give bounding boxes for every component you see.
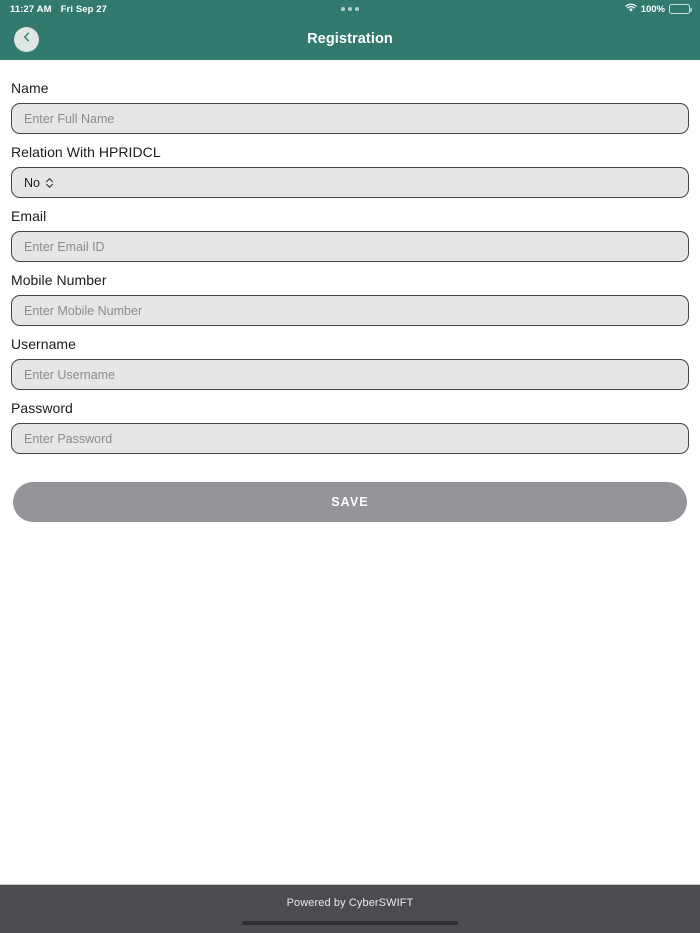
label-username: Username xyxy=(11,336,76,352)
label-relation-with-hpridcl: Relation With HPRIDCL xyxy=(11,144,161,160)
footer xyxy=(0,884,700,933)
dot-3 xyxy=(355,7,359,11)
home-indicator[interactable] xyxy=(242,921,458,925)
chevron-left-icon xyxy=(21,30,33,48)
save-button[interactable]: SAVE xyxy=(13,482,687,522)
label-mobile-number: Mobile Number xyxy=(11,272,107,288)
back-button[interactable] xyxy=(14,27,39,52)
dot-1 xyxy=(341,7,345,11)
status-date: Fri Sep 27 xyxy=(60,3,108,15)
battery-icon xyxy=(669,4,690,14)
label-name: Name xyxy=(11,80,49,96)
field-group-name xyxy=(11,80,689,134)
field-group-password xyxy=(11,400,689,454)
field-group-mobile-number xyxy=(11,272,689,326)
dot-2 xyxy=(348,7,352,11)
status-bar-right xyxy=(625,3,690,16)
mobile-number-input[interactable] xyxy=(11,295,689,326)
field-group-email xyxy=(11,208,689,262)
page-title: Registration xyxy=(307,31,393,47)
chevron-up-down-icon xyxy=(45,177,54,189)
registration-form xyxy=(0,60,700,454)
email-input[interactable] xyxy=(11,231,689,262)
name-input[interactable] xyxy=(11,103,689,134)
relation-with-hpridcl-select[interactable] xyxy=(11,167,689,198)
field-group-relation-with-hpridcl xyxy=(11,144,689,198)
password-input[interactable] xyxy=(11,423,689,454)
username-input[interactable] xyxy=(11,359,689,390)
footer-powered-by-label: Powered by CyberSWIFT xyxy=(286,897,414,909)
label-password: Password xyxy=(11,400,73,416)
status-bar xyxy=(0,0,700,18)
battery-percent-label: 100% xyxy=(640,3,665,15)
status-bar-left xyxy=(10,4,107,15)
status-time: 11:27 AM xyxy=(10,3,52,15)
label-email: Email xyxy=(11,208,47,224)
save-button-wrapper xyxy=(0,464,700,522)
field-group-username xyxy=(11,336,689,390)
wifi-icon xyxy=(625,3,637,16)
relation-with-hpridcl-value: No xyxy=(24,175,40,190)
nav-bar xyxy=(0,18,700,60)
